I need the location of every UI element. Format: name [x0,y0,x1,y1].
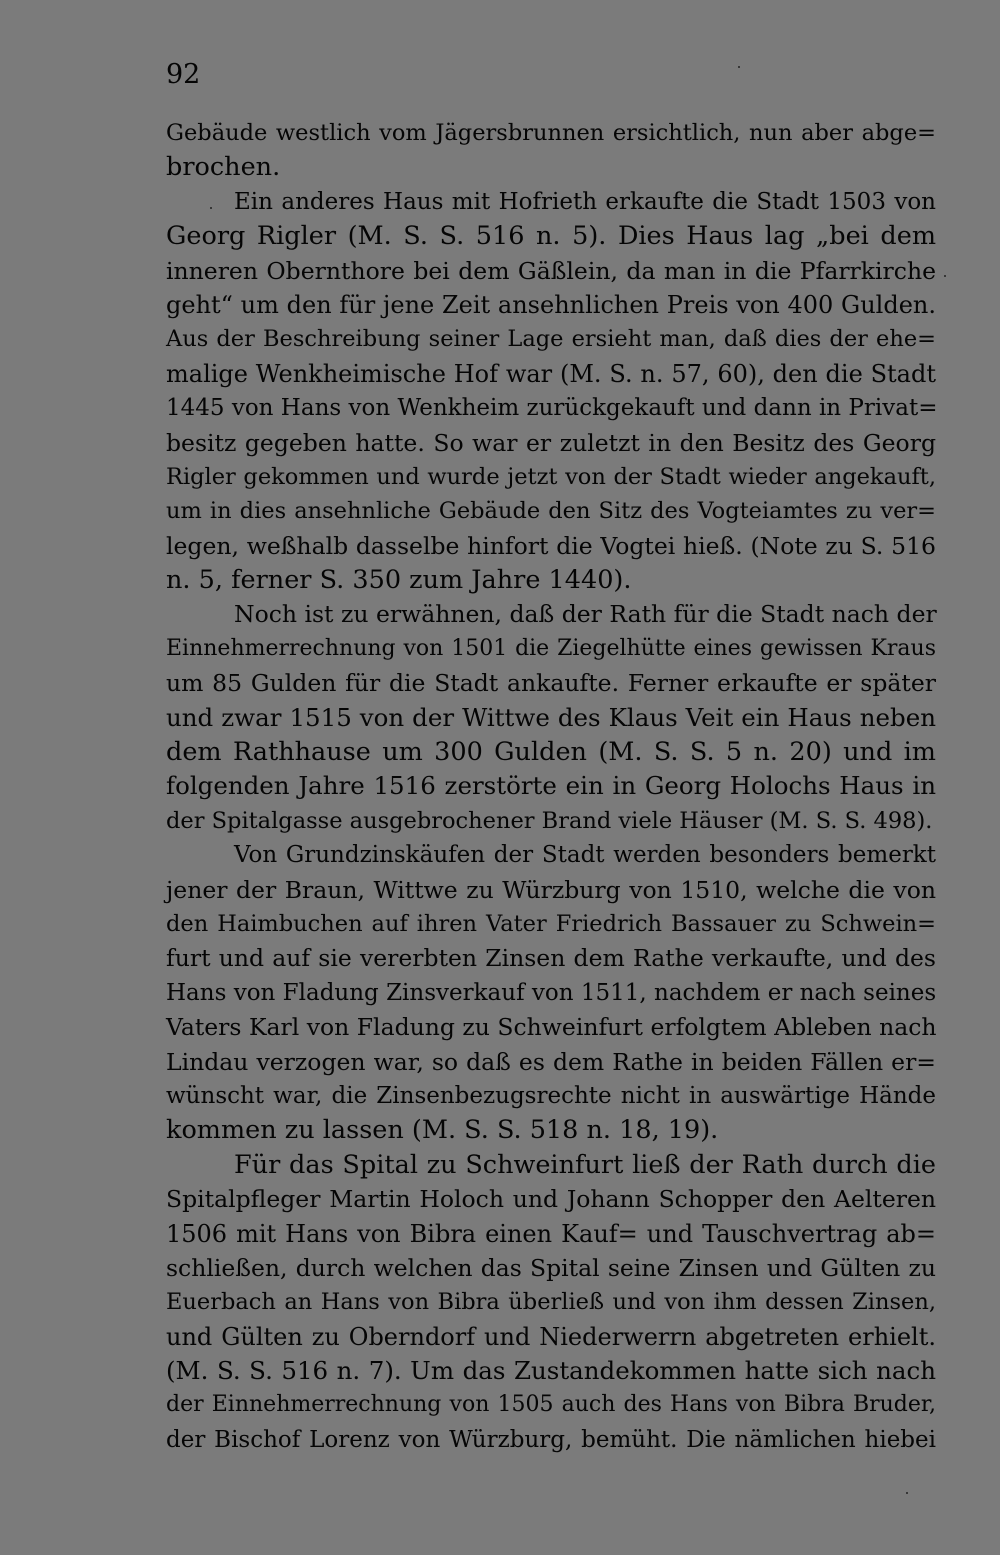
text-line: legen, weßhalb dasselbe hinfort die Vogtei hieß. (Note zu S. 516 [166,531,936,560]
text-line: und zwar 1515 von der Wittwe des Klaus Veit ein Haus neben [166,702,936,732]
text-line: jener der Braun, Wittwe zu Würzburg von 1510, welche die von [166,875,936,904]
text-line: besitz gegeben hatte. So war er zuletzt in den Besitz des Georg [166,428,936,457]
text-line: Einnehmerrechnung von 1501 die Ziegelhütte eines gewissen Kraus [166,635,936,661]
scan-speck [738,66,740,68]
text-line: um 85 Gulden für die Stadt ankaufte. Ferner erkaufte er später [166,669,936,698]
text-line: wünscht war, die Zinsenbezugsrechte nicht in auswärtige Hände [166,1082,936,1109]
text-line: brochen. [166,152,281,183]
text-line: Aus der Beschreibung seiner Lage ersieht man, daß dies der ehe= [166,326,936,353]
text-line: Rigler gekommen und wurde jetzt von der Stadt wieder angekauft, [166,463,936,490]
text-line: Euerbach an Hans von Bibra überließ und von ihm dessen Zinsen, [166,1289,936,1316]
text-line: der Einnehmerrechnung von 1505 auch des Hans von Bibra Bruder, [166,1392,936,1418]
text-line: Spitalpfleger Martin Holoch und Johann Schopper den Aelteren [166,1185,936,1214]
text-line: Ein anderes Haus mit Hofrieth erkaufte die Stadt 1503 von [234,188,936,215]
body-text [166,116,936,1457]
text-line: dem Rathhause um 300 Gulden (M. S. S. 5 n. 20) und im [166,737,936,768]
text-line: Von Grundzinskäufen der Stadt werden besonders bemerkt [234,842,936,869]
text-line: Hans von Fladung Zinsverkauf von 1511, nachdem er nach seines [166,979,937,1006]
text-line: Für das Spital zu Schweinfurt ließ der Rath durch die [234,1149,936,1180]
text-line: Vaters Karl von Fladung zu Schweinfurt erfolgtem Ableben nach [166,1013,937,1042]
text-line: Noch ist zu erwähnen, daß der Rath für die Stadt nach der [234,600,937,629]
scan-speck [210,207,212,209]
scan-speck [906,1492,908,1494]
scan-speck [944,275,946,277]
text-line: 1445 von Hans von Wenkheim zurückgekauft und dann in Privat= [166,395,938,422]
text-line: den Haimbuchen auf ihren Vater Friedrich Bassauer zu Schwein= [166,910,936,937]
text-line: folgenden Jahre 1516 zerstörte ein in Georg Holochs Haus in [166,771,936,801]
text-line: n. 5, ferner S. 350 zum Jahre 1440). [166,565,632,596]
text-line: schließen, durch welchen das Spital seine Zinsen und Gülten zu [166,1253,936,1282]
text-line: Georg Rigler (M. S. S. 516 n. 5). Dies Haus lag „bei dem [166,221,936,252]
text-line: inneren Obernthore bei dem Gäßlein, da man in die Pfarrkirche [166,256,936,285]
text-line: malige Wenkheimische Hof war (M. S. n. 57, 60), den die Stadt [166,359,936,388]
text-line: Lindau verzogen war, so daß es dem Rathe in beiden Fällen er= [166,1047,936,1076]
text-line: der Bischof Lorenz von Würzburg, bemüht. Die nämlichen hiebei [166,1426,936,1453]
text-line: geht“ um den für jene Zeit ansehnlichen Preis von 400 Gulden. [166,290,936,319]
text-line: furt und auf sie vererbten Zinsen dem Rathe verkaufte, und des [166,944,936,973]
text-line: der Spitalgasse ausgebrochener Brand viele Häuser (M. S. S. 498). [166,807,933,834]
text-line: kommen zu lassen (M. S. S. 518 n. 18, 19). [166,1115,719,1146]
text-line: und Gülten zu Oberndorf und Niederwerrn abgetreten erhielt. [166,1322,936,1351]
text-line: Gebäude westlich vom Jägersbrunnen ersichtlich, nun aber abge= [166,120,936,146]
text-line: 1506 mit Hans von Bibra einen Kauf= und Tauschvertrag ab= [166,1219,936,1248]
text-line: um in dies ansehnliche Gebäude den Sitz des Vogteiamtes zu ver= [166,498,936,525]
page-number: 92 [166,59,201,90]
text-line: (M. S. S. 516 n. 7). Um das Zustandekommen hatte sich nach [166,1356,936,1386]
